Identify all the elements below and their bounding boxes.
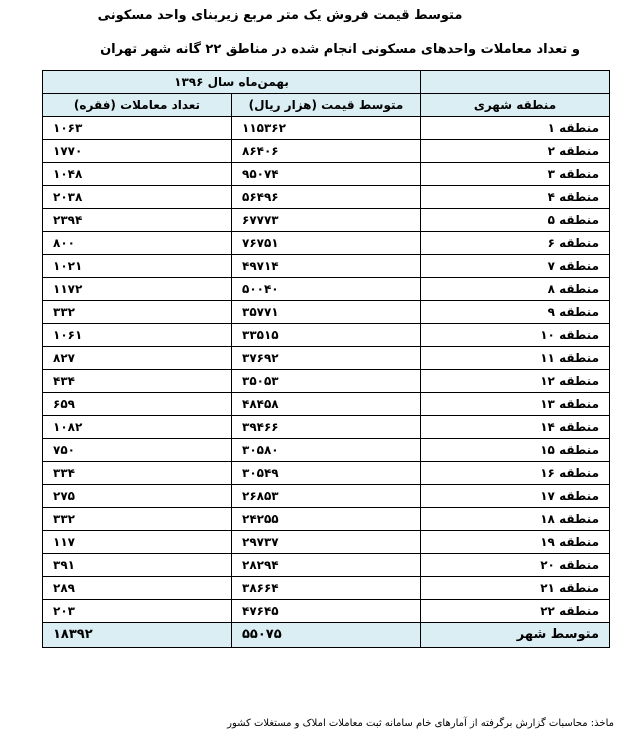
cell-region: منطقه ۱۴	[421, 416, 610, 439]
cell-price: ۳۷۶۹۲	[232, 347, 421, 370]
cell-count: ۱۸۳۹۲	[43, 623, 232, 648]
cell-region: منطقه ۴	[421, 186, 610, 209]
cell-price: ۲۴۲۵۵	[232, 508, 421, 531]
cell-region: منطقه ۲۲	[421, 600, 610, 623]
source-note: ماخذ: محاسبات گزارش برگرفته از آمارهای خام سامانه ثبت معاملات املاک و مستغلات کشور	[227, 718, 614, 729]
cell-price: ۳۳۵۱۵	[232, 324, 421, 347]
cell-count: ۱۰۶۱	[43, 324, 232, 347]
cell-count: ۸۰۰	[43, 232, 232, 255]
cell-price: ۳۵۰۵۳	[232, 370, 421, 393]
cell-count: ۲۰۳۸	[43, 186, 232, 209]
cell-price: ۴۸۴۵۸	[232, 393, 421, 416]
cell-price: ۳۰۵۴۹	[232, 462, 421, 485]
cell-price: ۹۵۰۷۴	[232, 163, 421, 186]
cell-count: ۸۲۷	[43, 347, 232, 370]
title-line-2: و تعداد معاملات واحدهای مسکونی انجام شده در مناطق ۲۲ گانه شهر تهران	[100, 42, 580, 57]
cell-count: ۱۰۸۲	[43, 416, 232, 439]
cell-region: منطقه ۲۰	[421, 554, 610, 577]
cell-price: ۶۷۷۷۳	[232, 209, 421, 232]
period-header: بهمن‌ماه سال ۱۳۹۶	[43, 71, 421, 94]
cell-region: منطقه ۷	[421, 255, 610, 278]
cell-region: متوسط شهر	[421, 623, 610, 648]
cell-count: ۴۳۴	[43, 370, 232, 393]
table-row	[43, 577, 610, 600]
column-header-region: منطقه شهری	[421, 94, 610, 117]
cell-count: ۳۳۴	[43, 462, 232, 485]
table-row	[43, 462, 610, 485]
cell-count: ۱۱۷	[43, 531, 232, 554]
cell-price: ۳۵۷۷۱	[232, 301, 421, 324]
cell-region: منطقه ۵	[421, 209, 610, 232]
cell-count: ۱۰۴۸	[43, 163, 232, 186]
average-row	[43, 623, 610, 648]
cell-count: ۲۰۳	[43, 600, 232, 623]
table-row	[43, 324, 610, 347]
cell-region: منطقه ۱۲	[421, 370, 610, 393]
table-row	[43, 600, 610, 623]
table-body	[43, 71, 610, 648]
cell-count: ۲۳۹۴	[43, 209, 232, 232]
cell-price: ۳۸۶۶۴	[232, 577, 421, 600]
cell-region: منطقه ۱	[421, 117, 610, 140]
cell-price: ۴۹۷۱۴	[232, 255, 421, 278]
cell-count: ۳۳۲	[43, 508, 232, 531]
cell-count: ۲۸۹	[43, 577, 232, 600]
cell-count: ۲۷۵	[43, 485, 232, 508]
cell-region: منطقه ۱۵	[421, 439, 610, 462]
title-line-1: متوسط قیمت فروش یک متر مربع زیربنای واحد مسکونی	[97, 8, 463, 23]
cell-region: منطقه ۳	[421, 163, 610, 186]
table-row	[43, 255, 610, 278]
cell-region: منطقه ۱۱	[421, 347, 610, 370]
cell-price: ۲۶۸۵۳	[232, 485, 421, 508]
table-row	[43, 531, 610, 554]
cell-count: ۷۵۰	[43, 439, 232, 462]
cell-price: ۳۹۴۶۶	[232, 416, 421, 439]
table-row	[43, 140, 610, 163]
table-row	[43, 485, 610, 508]
column-header-count: تعداد معاملات (فقره)	[43, 94, 232, 117]
cell-price: ۵۵۰۷۵	[232, 623, 421, 648]
cell-count: ۱۱۷۲	[43, 278, 232, 301]
cell-count: ۶۵۹	[43, 393, 232, 416]
table-row	[43, 209, 610, 232]
cell-price: ۲۸۲۹۴	[232, 554, 421, 577]
table-row	[43, 186, 610, 209]
cell-region: منطقه ۱۰	[421, 324, 610, 347]
cell-count: ۱۰۶۳	[43, 117, 232, 140]
cell-region: منطقه ۱۶	[421, 462, 610, 485]
cell-region: منطقه ۲۱	[421, 577, 610, 600]
cell-count: ۱۷۷۰	[43, 140, 232, 163]
cell-price: ۲۹۷۳۷	[232, 531, 421, 554]
table-row	[43, 232, 610, 255]
period-header-row	[43, 71, 610, 94]
cell-count: ۱۰۲۱	[43, 255, 232, 278]
cell-region: منطقه ۱۸	[421, 508, 610, 531]
cell-region: منطقه ۹	[421, 301, 610, 324]
table-row	[43, 163, 610, 186]
cell-price: ۵۶۴۹۶	[232, 186, 421, 209]
table-row	[43, 117, 610, 140]
cell-region: منطقه ۶	[421, 232, 610, 255]
cell-price: ۸۶۴۰۶	[232, 140, 421, 163]
data-table	[42, 70, 610, 648]
empty-header-cell	[421, 71, 610, 94]
cell-price: ۴۷۶۴۵	[232, 600, 421, 623]
cell-region: منطقه ۱۹	[421, 531, 610, 554]
cell-count: ۳۳۲	[43, 301, 232, 324]
cell-price: ۳۰۵۸۰	[232, 439, 421, 462]
cell-price: ۱۱۵۳۶۲	[232, 117, 421, 140]
table-row	[43, 508, 610, 531]
table-row	[43, 278, 610, 301]
table-row	[43, 347, 610, 370]
table-row	[43, 301, 610, 324]
table-row	[43, 554, 610, 577]
cell-region: منطقه ۸	[421, 278, 610, 301]
table-row	[43, 439, 610, 462]
cell-region: منطقه ۱۷	[421, 485, 610, 508]
table-row	[43, 370, 610, 393]
cell-price: ۵۰۰۴۰	[232, 278, 421, 301]
cell-count: ۳۹۱	[43, 554, 232, 577]
cell-region: منطقه ۲	[421, 140, 610, 163]
column-header-price: متوسط قیمت (هزار ریال)	[232, 94, 421, 117]
table-row	[43, 393, 610, 416]
table-row	[43, 416, 610, 439]
cell-price: ۷۶۷۵۱	[232, 232, 421, 255]
cell-region: منطقه ۱۳	[421, 393, 610, 416]
column-header-row	[43, 94, 610, 117]
